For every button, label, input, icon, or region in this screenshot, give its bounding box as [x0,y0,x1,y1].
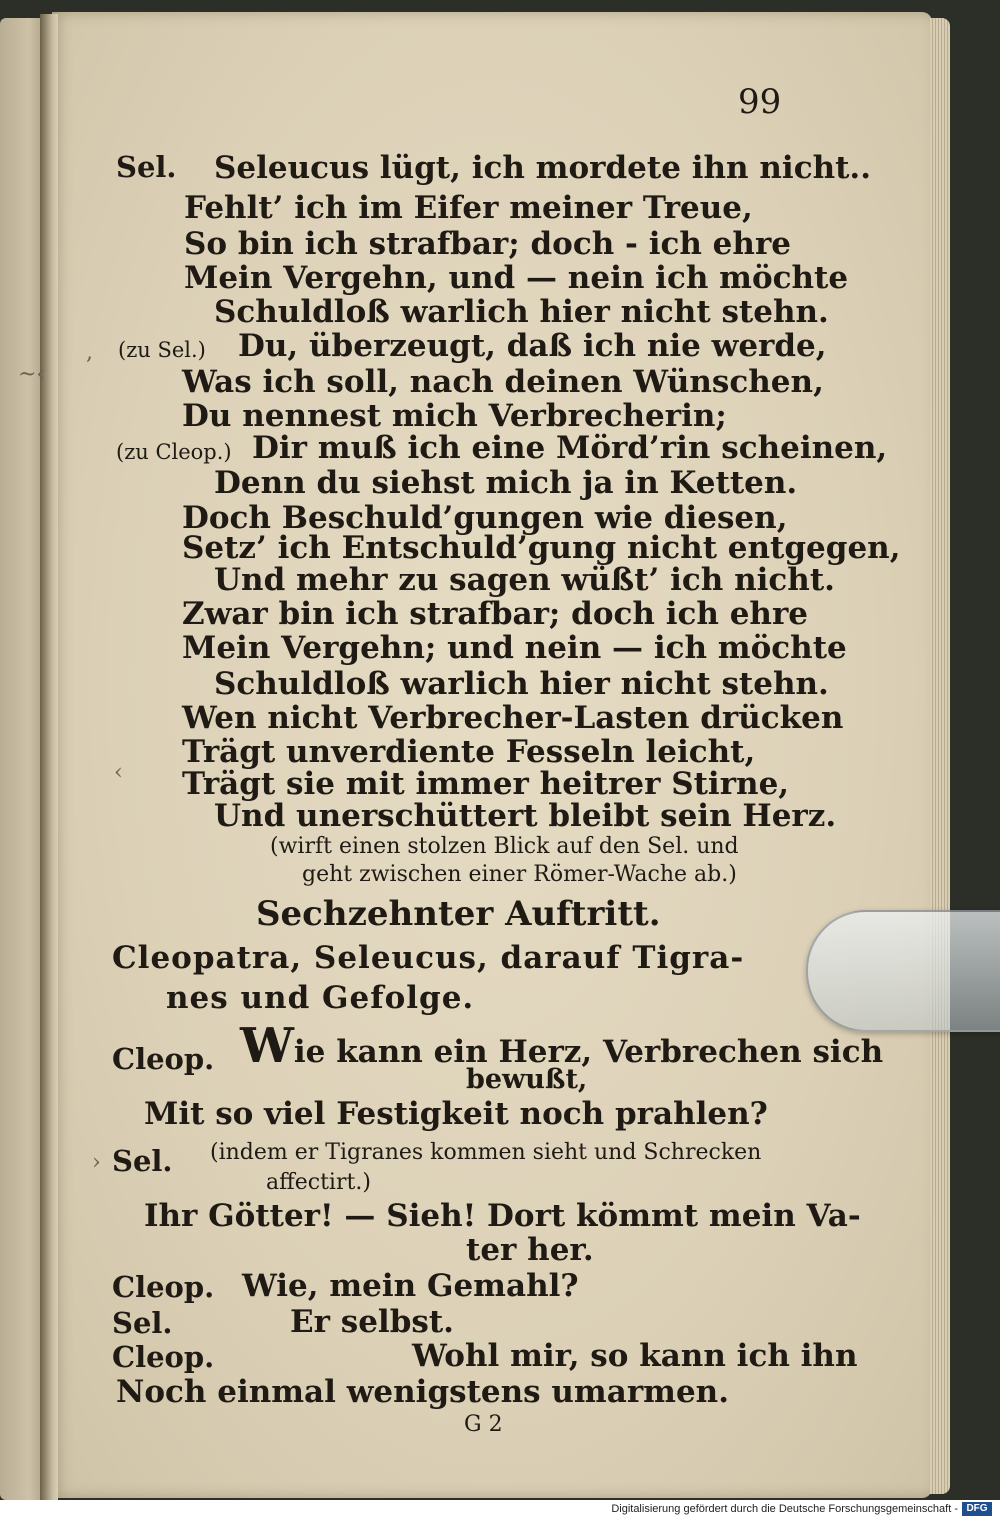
page-clip [806,910,1000,1032]
verse-line [240,1018,884,1074]
verse-line: Wen nicht Verbrecher-Lasten drücken [182,700,844,736]
stage-direction: affectirt.) [266,1170,371,1195]
verse-line: Fehlt’ ich im Eifer meiner Treue, [184,190,753,226]
speaker-label: Cleop. [112,1042,215,1076]
verse-line: Und unerschüttert bleibt sein Herz. [214,798,837,834]
margin-mark: , [86,340,93,365]
stage-direction: (zu Cleop.) [116,440,232,464]
verse-line: Trägt unverdiente Fesseln leicht, [182,734,756,770]
margin-mark: ‹ [114,760,123,785]
verse-line: Du, überzeugt, daß ich nie werde, [238,328,827,364]
verse-line: Er selbst. [290,1304,454,1340]
verse-line: bewußt, [466,1064,588,1095]
margin-mark: › [92,1150,101,1175]
speaker-label: Cleop. [112,1340,215,1374]
verse-line: Schuldloß warlich hier nicht stehn. [214,294,829,330]
verse-line: Mit so viel Festigkeit noch prahlen? [144,1096,768,1132]
speaker-label: Cleop. [112,1270,215,1304]
speaker-label: Sel. [116,150,177,184]
speaker-label: Sel. [112,1306,173,1340]
verse-line: Und mehr zu sagen wüßt’ ich nicht. [214,562,835,598]
verse-line: Seleucus lügt, ich mordete ihn nicht.. [214,150,872,186]
verse-line-text: ie kann ein Herz, Verbrechen sich [293,1034,884,1070]
dfg-logo: DFG [962,1502,992,1516]
verse-line: Denn du siehst mich ja in Ketten. [214,465,798,501]
drop-cap: W [240,1018,294,1074]
verse-line: Setz’ ich Entschuld’gung nicht entgegen, [182,530,901,566]
verse-line: Noch einmal wenigstens umarmen. [116,1374,730,1410]
verse-line: Mein Vergehn, und — nein ich möchte [184,260,849,296]
funding-credit: Digitalisierung gefördert durch die Deutsche Forschungsgemeinschaft - [611,1503,958,1515]
verse-line: Wie, mein Gemahl? [242,1268,579,1304]
verse-line: Mein Vergehn; und nein — ich möchte [182,630,847,666]
stage-direction: (indem er Tigranes kommen sieht und Schrecken [210,1140,762,1165]
verse-line: Dir muß ich eine Mörd’rin scheinen, [252,430,888,466]
stage-direction: (zu Sel.) [118,338,206,362]
verse-line: Ihr Götter! — Sieh! Dort kömmt mein Va- [144,1198,861,1234]
stage-direction: geht zwischen einer Römer-Wache ab.) [302,862,737,887]
verse-line: Trägt sie mit immer heitrer Stirne, [182,766,790,802]
cast-list: Cleopatra, Seleucus, darauf Tigra- [112,940,745,976]
margin-mark: ~‹ [18,362,46,387]
verse-line: ter her. [466,1232,594,1268]
verse-line: So bin ich strafbar; doch - ich ehre [184,226,791,262]
page-stack-edge [930,18,950,1494]
stage-direction: (wirft einen stolzen Blick auf den Sel. und [270,834,739,859]
signature-mark: G 2 [464,1412,503,1437]
verse-line: Zwar bin ich strafbar; doch ich ehre [182,596,809,632]
book-gutter [40,14,58,1502]
verse-line: Wohl mir, so kann ich ihn [412,1338,858,1374]
verse-line: Du nennest mich Verbrecherin; [182,398,727,434]
verse-line: Doch Beschuld’gungen wie diesen, [182,500,788,536]
cast-list: nes und Gefolge. [166,980,475,1016]
verse-line: Was ich soll, nach deinen Wünschen, [182,364,824,400]
verse-line: Schuldloß warlich hier nicht stehn. [214,666,829,702]
page-number: 99 [738,82,782,122]
speaker-label: Sel. [112,1144,173,1178]
scene-heading: Sechzehnter Auftritt. [256,894,661,934]
